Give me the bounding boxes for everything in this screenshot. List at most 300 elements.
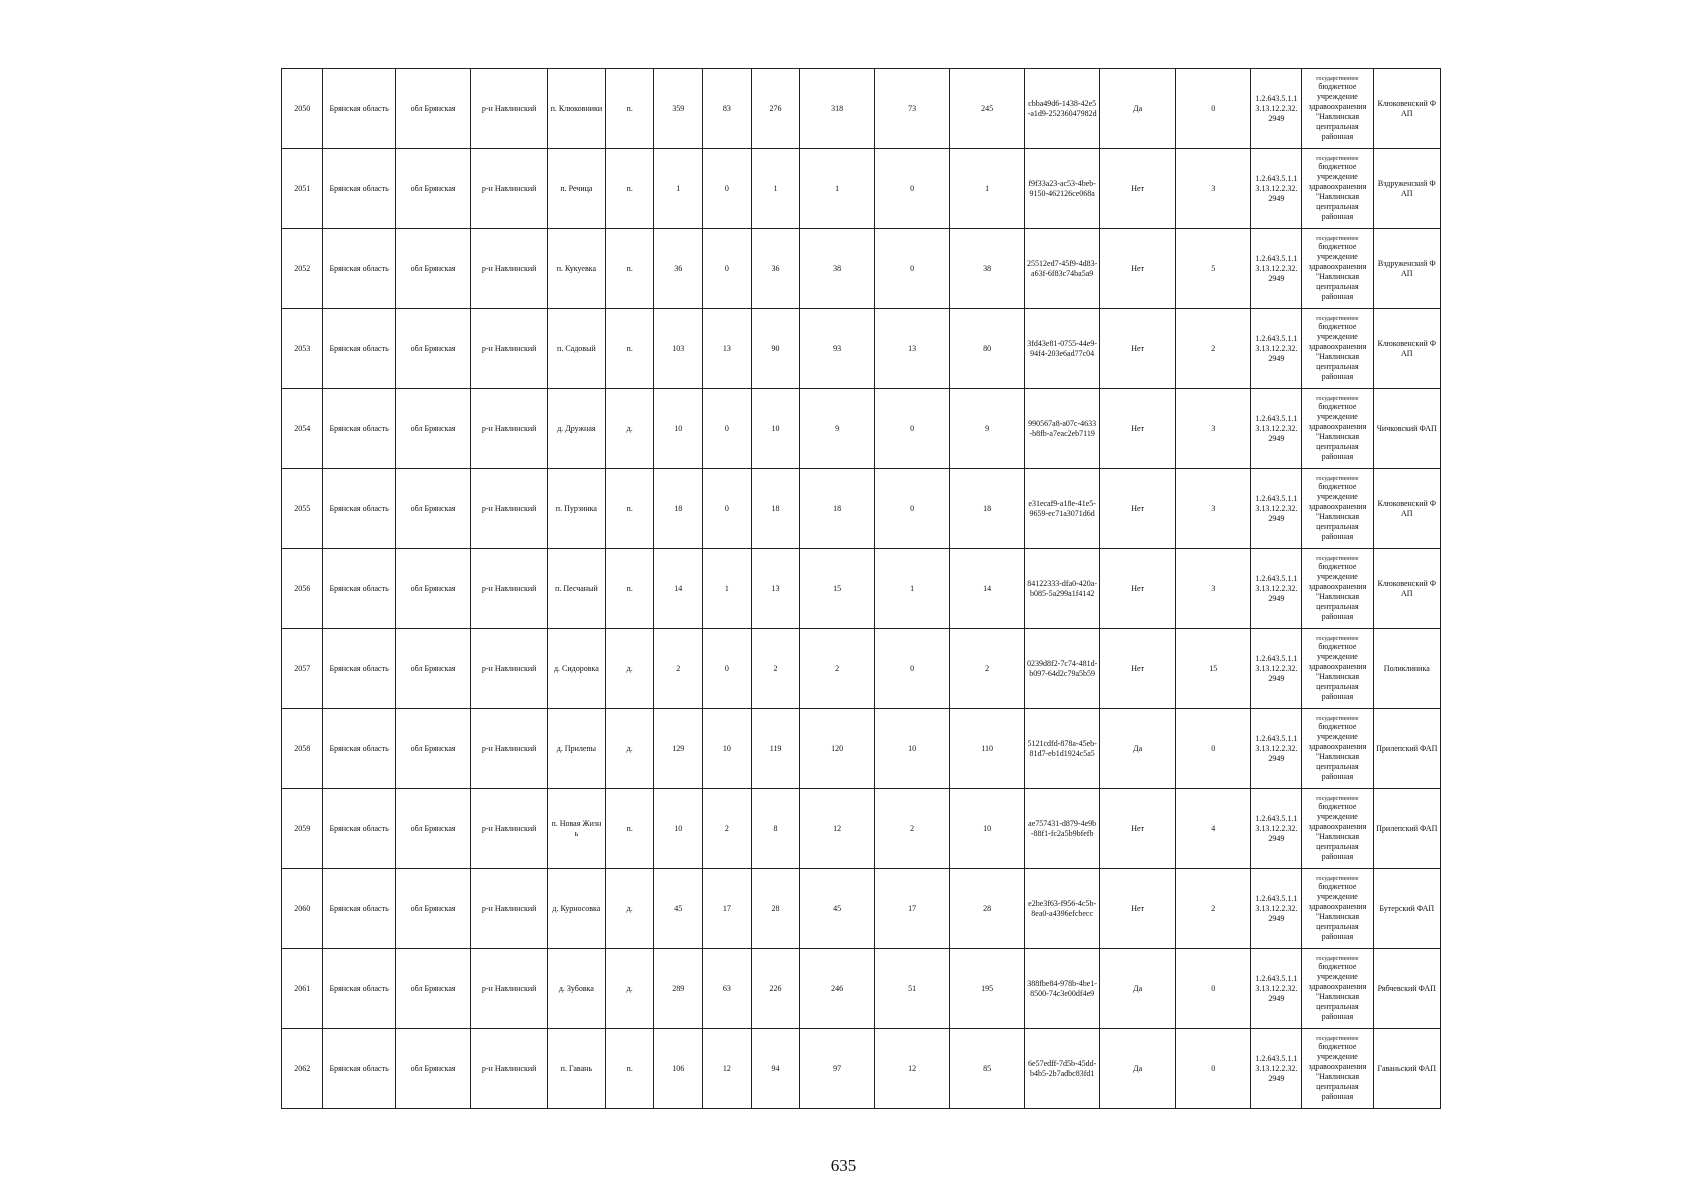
organization-line: учреждение	[1316, 731, 1358, 741]
count-cell: 0	[874, 229, 950, 309]
organization-line: государственное	[1316, 955, 1359, 962]
district-cell: р-н Навлинский	[471, 789, 548, 869]
count-cell: 63	[703, 949, 752, 1029]
distance-cell: 3	[1175, 389, 1251, 469]
organization-line: районная	[1321, 611, 1354, 621]
fias-id-cell: ae757431-d879-4e9b-88f1-fc2a5b9bfefb	[1024, 789, 1100, 869]
count-cell: 93	[800, 309, 875, 389]
settlement-cell: п. Песчаный	[547, 549, 605, 629]
count-cell: 10	[654, 789, 703, 869]
organization-line: здравоохранения	[1308, 501, 1367, 511]
organization-line: учреждение	[1316, 811, 1358, 821]
fias-id-cell: 990567a8-a07c-4633-b8fb-a7eac2eb7119	[1024, 389, 1100, 469]
subject-cell: обл Брянская	[395, 629, 471, 709]
flag-cell: Нет	[1100, 229, 1176, 309]
flag-cell: Нет	[1100, 789, 1176, 869]
organization-cell	[1302, 229, 1373, 309]
organization-line: центральная	[1316, 681, 1359, 691]
fias-id-cell: 3fd43e81-0755-44e9-94f4-203e6ad77c04	[1024, 309, 1100, 389]
subject-cell: обл Брянская	[395, 309, 471, 389]
flag-cell: Да	[1100, 1029, 1176, 1109]
oid-cell: 1.2.643.5.1.13.13.12.2.32.2949	[1251, 389, 1302, 469]
organization-line: учреждение	[1316, 571, 1358, 581]
region-cell: Брянская область	[323, 229, 395, 309]
flag-cell: Нет	[1100, 149, 1176, 229]
organization-line: бюджетное	[1318, 401, 1357, 411]
organization-line: бюджетное	[1318, 881, 1357, 891]
organization-line: центральная	[1316, 761, 1359, 771]
settlement-cell: п. Садовый	[547, 309, 605, 389]
organization-line: здравоохранения	[1308, 1061, 1367, 1071]
settlement-cell: п. Речица	[547, 149, 605, 229]
count-cell: 110	[950, 709, 1025, 789]
table-row	[282, 709, 1441, 789]
count-cell: 0	[703, 469, 752, 549]
row-number: 2053	[282, 309, 323, 389]
organization-line: государственное	[1316, 1035, 1359, 1042]
count-cell: 45	[800, 869, 875, 949]
facility-cell: Вздруженский ФАП	[1373, 229, 1440, 309]
table-row	[282, 389, 1441, 469]
oid-cell: 1.2.643.5.1.13.13.12.2.32.2949	[1251, 869, 1302, 949]
oid-cell: 1.2.643.5.1.13.13.12.2.32.2949	[1251, 629, 1302, 709]
count-cell: 120	[800, 709, 875, 789]
distance-cell: 15	[1175, 629, 1251, 709]
organization-line: "Навлинская	[1315, 431, 1360, 441]
row-number: 2059	[282, 789, 323, 869]
facility-cell: Клюковенский ФАП	[1373, 309, 1440, 389]
organization-line: центральная	[1316, 121, 1359, 131]
organization-line: центральная	[1316, 921, 1359, 931]
organization-line: государственное	[1316, 395, 1359, 402]
fias-id-cell: f9f33a23-ac53-4beb-9150-462126ce068a	[1024, 149, 1100, 229]
organization-cell	[1302, 469, 1373, 549]
table-row	[282, 229, 1441, 309]
flag-cell: Нет	[1100, 309, 1176, 389]
region-cell: Брянская область	[323, 949, 395, 1029]
organization-line: районная	[1321, 131, 1354, 141]
table-row	[282, 949, 1441, 1029]
settlement-cell: п. Новая Жизнь	[547, 789, 605, 869]
count-cell: 18	[950, 469, 1025, 549]
count-cell: 195	[950, 949, 1025, 1029]
count-cell: 0	[874, 389, 950, 469]
organization-line: здравоохранения	[1308, 341, 1367, 351]
facility-cell: Чичковский ФАП	[1373, 389, 1440, 469]
organization-line: здравоохранения	[1308, 981, 1367, 991]
organization-line: "Навлинская	[1315, 591, 1360, 601]
organization-line: бюджетное	[1318, 961, 1357, 971]
count-cell: 38	[950, 229, 1025, 309]
count-cell: 0	[703, 629, 752, 709]
flag-cell: Да	[1100, 949, 1176, 1029]
organization-line: бюджетное	[1318, 641, 1357, 651]
organization-line: "Навлинская	[1315, 751, 1360, 761]
district-cell: р-н Навлинский	[471, 949, 548, 1029]
organization-line: здравоохранения	[1308, 741, 1367, 751]
organization-line: здравоохранения	[1308, 821, 1367, 831]
count-cell: 8	[751, 789, 800, 869]
distance-cell: 2	[1175, 869, 1251, 949]
oid-cell: 1.2.643.5.1.13.13.12.2.32.2949	[1251, 709, 1302, 789]
region-cell: Брянская область	[323, 149, 395, 229]
organization-line: здравоохранения	[1308, 181, 1367, 191]
organization-line: государственное	[1316, 75, 1359, 82]
distance-cell: 3	[1175, 149, 1251, 229]
organization-line: районная	[1321, 1091, 1354, 1101]
count-cell: 85	[950, 1029, 1025, 1109]
subject-cell: обл Брянская	[395, 1029, 471, 1109]
region-cell: Брянская область	[323, 469, 395, 549]
oid-cell: 1.2.643.5.1.13.13.12.2.32.2949	[1251, 309, 1302, 389]
organization-line: центральная	[1316, 1001, 1359, 1011]
distance-cell: 5	[1175, 229, 1251, 309]
organization-line: "Навлинская	[1315, 671, 1360, 681]
count-cell: 289	[654, 949, 703, 1029]
count-cell: 73	[874, 69, 950, 149]
settlement-type-cell: д.	[605, 869, 654, 949]
organization-line: государственное	[1316, 635, 1359, 642]
organization-line: "Навлинская	[1315, 831, 1360, 841]
count-cell: 318	[800, 69, 875, 149]
subject-cell: обл Брянская	[395, 69, 471, 149]
fias-id-cell: e2be3f63-f956-4c5b-8ea0-a4396efcbecc	[1024, 869, 1100, 949]
organization-cell	[1302, 1029, 1373, 1109]
organization-line: центральная	[1316, 521, 1359, 531]
count-cell: 9	[950, 389, 1025, 469]
organization-line: государственное	[1316, 315, 1359, 322]
settlement-cell: д. Зубовка	[547, 949, 605, 1029]
oid-cell: 1.2.643.5.1.13.13.12.2.32.2949	[1251, 469, 1302, 549]
organization-line: районная	[1321, 1011, 1354, 1021]
oid-cell: 1.2.643.5.1.13.13.12.2.32.2949	[1251, 789, 1302, 869]
count-cell: 17	[703, 869, 752, 949]
count-cell: 28	[751, 869, 800, 949]
organization-line: бюджетное	[1318, 481, 1357, 491]
settlement-type-cell: д.	[605, 709, 654, 789]
facility-cell: Клюковенский ФАП	[1373, 69, 1440, 149]
oid-cell: 1.2.643.5.1.13.13.12.2.32.2949	[1251, 549, 1302, 629]
table-row	[282, 309, 1441, 389]
organization-line: бюджетное	[1318, 161, 1357, 171]
organization-line: центральная	[1316, 441, 1359, 451]
count-cell: 15	[800, 549, 875, 629]
table-row	[282, 469, 1441, 549]
organization-line: "Навлинская	[1315, 111, 1360, 121]
count-cell: 1	[874, 549, 950, 629]
count-cell: 10	[703, 709, 752, 789]
flag-cell: Да	[1100, 69, 1176, 149]
settlement-type-cell: д.	[605, 629, 654, 709]
settlement-type-cell: п.	[605, 309, 654, 389]
settlement-cell: п. Гавань	[547, 1029, 605, 1109]
count-cell: 12	[703, 1029, 752, 1109]
settlement-type-cell: д.	[605, 389, 654, 469]
count-cell: 1	[654, 149, 703, 229]
organization-line: "Навлинская	[1315, 271, 1360, 281]
table-row	[282, 869, 1441, 949]
organization-line: бюджетное	[1318, 801, 1357, 811]
organization-line: государственное	[1316, 155, 1359, 162]
region-cell: Брянская область	[323, 549, 395, 629]
row-number: 2050	[282, 69, 323, 149]
row-number: 2055	[282, 469, 323, 549]
count-cell: 28	[950, 869, 1025, 949]
organization-line: центральная	[1316, 201, 1359, 211]
organization-line: "Навлинская	[1315, 911, 1360, 921]
count-cell: 276	[751, 69, 800, 149]
facility-cell: Клюковенский ФАП	[1373, 549, 1440, 629]
fias-id-cell: 388fbe84-978b-4be1-8500-74c3e00df4e9	[1024, 949, 1100, 1029]
table-row	[282, 789, 1441, 869]
subject-cell: обл Брянская	[395, 869, 471, 949]
district-cell: р-н Навлинский	[471, 69, 548, 149]
count-cell: 2	[950, 629, 1025, 709]
settlement-cell: п. Пурзинка	[547, 469, 605, 549]
organization-cell	[1302, 549, 1373, 629]
district-cell: р-н Навлинский	[471, 389, 548, 469]
count-cell: 0	[703, 149, 752, 229]
count-cell: 0	[874, 629, 950, 709]
organization-cell	[1302, 709, 1373, 789]
count-cell: 226	[751, 949, 800, 1029]
fias-id-cell: 5121cdfd-878a-45eb-81d7-eb1d1924c5a5	[1024, 709, 1100, 789]
district-cell: р-н Навлинский	[471, 629, 548, 709]
count-cell: 97	[800, 1029, 875, 1109]
organization-line: учреждение	[1316, 91, 1358, 101]
fias-id-cell: e31ecaf9-a18e-41e5-9659-ec71a3071d6d	[1024, 469, 1100, 549]
organization-line: "Навлинская	[1315, 991, 1360, 1001]
table-row	[282, 629, 1441, 709]
settlement-registry-table	[281, 68, 1441, 1109]
organization-line: центральная	[1316, 1081, 1359, 1091]
count-cell: 94	[751, 1029, 800, 1109]
flag-cell: Нет	[1100, 469, 1176, 549]
organization-line: государственное	[1316, 715, 1359, 722]
subject-cell: обл Брянская	[395, 229, 471, 309]
organization-cell	[1302, 869, 1373, 949]
count-cell: 2	[703, 789, 752, 869]
count-cell: 38	[800, 229, 875, 309]
settlement-type-cell: п.	[605, 229, 654, 309]
oid-cell: 1.2.643.5.1.13.13.12.2.32.2949	[1251, 1029, 1302, 1109]
settlement-cell: д. Прилепы	[547, 709, 605, 789]
count-cell: 12	[800, 789, 875, 869]
organization-line: бюджетное	[1318, 721, 1357, 731]
page-number: 635	[830, 1156, 857, 1175]
organization-line: здравоохранения	[1308, 661, 1367, 671]
fias-id-cell: 25512ed7-45f9-4d83-a63f-6f83c74ba5a9	[1024, 229, 1100, 309]
region-cell: Брянская область	[323, 629, 395, 709]
flag-cell: Нет	[1100, 389, 1176, 469]
organization-line: государственное	[1316, 555, 1359, 562]
row-number: 2052	[282, 229, 323, 309]
organization-line: районная	[1321, 771, 1354, 781]
row-number: 2054	[282, 389, 323, 469]
count-cell: 18	[654, 469, 703, 549]
count-cell: 1	[950, 149, 1025, 229]
count-cell: 10	[654, 389, 703, 469]
settlement-type-cell: п.	[605, 149, 654, 229]
count-cell: 2	[751, 629, 800, 709]
subject-cell: обл Брянская	[395, 149, 471, 229]
count-cell: 0	[874, 469, 950, 549]
count-cell: 246	[800, 949, 875, 1029]
organization-line: центральная	[1316, 361, 1359, 371]
organization-line: районная	[1321, 291, 1354, 301]
count-cell: 10	[751, 389, 800, 469]
organization-line: учреждение	[1316, 1051, 1358, 1061]
district-cell: р-н Навлинский	[471, 709, 548, 789]
count-cell: 12	[874, 1029, 950, 1109]
count-cell: 1	[800, 149, 875, 229]
count-cell: 80	[950, 309, 1025, 389]
district-cell: р-н Навлинский	[471, 549, 548, 629]
organization-cell	[1302, 389, 1373, 469]
table-row	[282, 149, 1441, 229]
organization-cell	[1302, 949, 1373, 1029]
row-number: 2062	[282, 1029, 323, 1109]
count-cell: 359	[654, 69, 703, 149]
organization-line: учреждение	[1316, 651, 1358, 661]
organization-line: "Навлинская	[1315, 191, 1360, 201]
fias-id-cell: cbba49d6-1438-42e5-a1d9-25236047982d	[1024, 69, 1100, 149]
subject-cell: обл Брянская	[395, 949, 471, 1029]
distance-cell: 3	[1175, 469, 1251, 549]
organization-line: районная	[1321, 851, 1354, 861]
count-cell: 14	[654, 549, 703, 629]
count-cell: 13	[751, 549, 800, 629]
count-cell: 9	[800, 389, 875, 469]
facility-cell: Прилепский ФАП	[1373, 709, 1440, 789]
organization-line: здравоохранения	[1308, 101, 1367, 111]
oid-cell: 1.2.643.5.1.13.13.12.2.32.2949	[1251, 229, 1302, 309]
distance-cell: 4	[1175, 789, 1251, 869]
district-cell: р-н Навлинский	[471, 469, 548, 549]
organization-line: государственное	[1316, 235, 1359, 242]
subject-cell: обл Брянская	[395, 549, 471, 629]
district-cell: р-н Навлинский	[471, 309, 548, 389]
count-cell: 45	[654, 869, 703, 949]
organization-line: центральная	[1316, 281, 1359, 291]
row-number: 2061	[282, 949, 323, 1029]
organization-line: бюджетное	[1318, 1041, 1357, 1051]
fias-id-cell: 6e57edff-7d5b-45dd-b4b5-2b7adbc83fd1	[1024, 1029, 1100, 1109]
organization-line: учреждение	[1316, 971, 1358, 981]
settlement-type-cell: п.	[605, 69, 654, 149]
region-cell: Брянская область	[323, 789, 395, 869]
row-number: 2060	[282, 869, 323, 949]
organization-line: районная	[1321, 451, 1354, 461]
organization-line: учреждение	[1316, 491, 1358, 501]
count-cell: 13	[703, 309, 752, 389]
count-cell: 2	[800, 629, 875, 709]
count-cell: 51	[874, 949, 950, 1029]
distance-cell: 0	[1175, 949, 1251, 1029]
organization-line: государственное	[1316, 475, 1359, 482]
facility-cell: Вздруженский ФАП	[1373, 149, 1440, 229]
table-row	[282, 549, 1441, 629]
fias-id-cell: 0239d8f2-7c74-481d-b097-64d2c79a5b59	[1024, 629, 1100, 709]
organization-line: районная	[1321, 691, 1354, 701]
organization-line: здравоохранения	[1308, 901, 1367, 911]
organization-line: учреждение	[1316, 171, 1358, 181]
settlement-type-cell: п.	[605, 789, 654, 869]
organization-line: здравоохранения	[1308, 261, 1367, 271]
flag-cell: Нет	[1100, 869, 1176, 949]
row-number: 2057	[282, 629, 323, 709]
organization-cell	[1302, 309, 1373, 389]
count-cell: 90	[751, 309, 800, 389]
organization-line: центральная	[1316, 601, 1359, 611]
organization-cell	[1302, 789, 1373, 869]
organization-line: здравоохранения	[1308, 581, 1367, 591]
document-page	[281, 68, 1441, 1109]
settlement-type-cell: п.	[605, 549, 654, 629]
subject-cell: обл Брянская	[395, 789, 471, 869]
distance-cell: 3	[1175, 549, 1251, 629]
count-cell: 10	[950, 789, 1025, 869]
region-cell: Брянская область	[323, 869, 395, 949]
region-cell: Брянская область	[323, 389, 395, 469]
subject-cell: обл Брянская	[395, 709, 471, 789]
district-cell: р-н Навлинский	[471, 149, 548, 229]
count-cell: 0	[703, 229, 752, 309]
district-cell: р-н Навлинский	[471, 869, 548, 949]
count-cell: 129	[654, 709, 703, 789]
organization-line: учреждение	[1316, 331, 1358, 341]
district-cell: р-н Навлинский	[471, 1029, 548, 1109]
count-cell: 119	[751, 709, 800, 789]
region-cell: Брянская область	[323, 69, 395, 149]
facility-cell: Прилепский ФАП	[1373, 789, 1440, 869]
district-cell: р-н Навлинский	[471, 229, 548, 309]
settlement-type-cell: д.	[605, 949, 654, 1029]
count-cell: 103	[654, 309, 703, 389]
organization-line: районная	[1321, 211, 1354, 221]
settlement-cell: д. Дружная	[547, 389, 605, 469]
settlement-cell: д. Курносовка	[547, 869, 605, 949]
facility-cell: Поликлиника	[1373, 629, 1440, 709]
organization-line: бюджетное	[1318, 321, 1357, 331]
distance-cell: 0	[1175, 709, 1251, 789]
organization-line: бюджетное	[1318, 241, 1357, 251]
flag-cell: Нет	[1100, 549, 1176, 629]
facility-cell: Рябчевский ФАП	[1373, 949, 1440, 1029]
row-number: 2058	[282, 709, 323, 789]
organization-line: учреждение	[1316, 411, 1358, 421]
organization-line: государственное	[1316, 875, 1359, 882]
facility-cell: Клюковенский ФАП	[1373, 469, 1440, 549]
facility-cell: Бутерский ФАП	[1373, 869, 1440, 949]
organization-line: "Навлинская	[1315, 1071, 1360, 1081]
fias-id-cell: 84122333-dfa0-420a-b085-5a299a1f4142	[1024, 549, 1100, 629]
count-cell: 36	[654, 229, 703, 309]
count-cell: 36	[751, 229, 800, 309]
subject-cell: обл Брянская	[395, 389, 471, 469]
organization-cell	[1302, 149, 1373, 229]
settlement-cell: д. Сидоровка	[547, 629, 605, 709]
count-cell: 83	[703, 69, 752, 149]
region-cell: Брянская область	[323, 709, 395, 789]
organization-line: учреждение	[1316, 251, 1358, 261]
organization-line: здравоохранения	[1308, 421, 1367, 431]
settlement-cell: п. Кукуевка	[547, 229, 605, 309]
settlement-cell: п. Клюковники	[547, 69, 605, 149]
organization-cell	[1302, 629, 1373, 709]
organization-line: государственное	[1316, 795, 1359, 802]
region-cell: Брянская область	[323, 1029, 395, 1109]
